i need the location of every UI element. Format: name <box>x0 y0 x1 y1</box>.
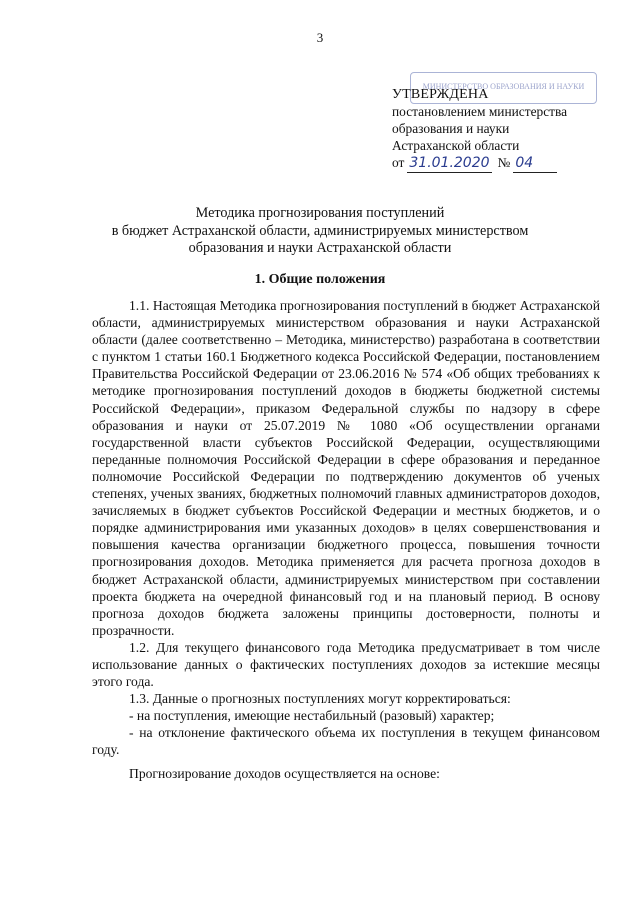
title-line: в бюджет Астраханской области, администрируемых министерством <box>111 222 529 239</box>
approval-number: 04 <box>513 155 557 173</box>
paragraph: - на поступления, имеющие нестабильный (разовый) характер; <box>129 708 495 724</box>
document-body <box>92 297 600 782</box>
title-line: образования и науки Астраханской области <box>188 240 452 256</box>
page-number: 3 <box>316 30 324 45</box>
approval-date-line <box>392 154 602 173</box>
number-label: № <box>497 155 511 170</box>
paragraph: 1.2. Для текущего финансового года Методика предусматривает в том числе использование данных о фактических поступлениях доходов за истекшие месяцы этого года. <box>92 639 600 690</box>
approval-block <box>392 86 602 173</box>
paragraph: 1.1. Настоящая Методика прогнозирования поступлений в бюджет Астраханской области, администрируемых министерством образования и науки Астраханской области (далее соответственно – Методика, министерство) разработана в соответствии с пунктом 1 статьи 160.1 Бюджетного кодекса Российской Федерации, постановлением Правительства Российской Федерации от 23.06.2016 № 574 «Об общих требованиях к методике прогнозирования поступлений доходов в бюджеты бюджетной системы Российской Федерации», приказом Федеральной службы по надзору в сфере образования и науки от 25.07.2019 № 1080 «Об осуществлении органами государственной власти субъектов Российской Федерации, осуществляющими переданные полномочия Российской Федерации в сфере образования и переданное полномочие Российской Федерации по подтверждению документов об ученых степенях, ученых званиях, бюджетных полномочий главных администраторов доходов, зачисляемых в бюджет субъектов Российской Федерации и местных бюджетов, и о порядке администрирования ими указанных доходов» в целях совершенствования и повышения качества организации бюджетного процесса, повышения точности прогнозирования доходов. Методика применяется для расчета прогноза доходов в бюджет Астраханской области, администрируемых министерством при составлении проекта бюджета на очередной финансовый год и на плановый период. В основу прогноза доходов бюджета заложены принципы достоверности, полноты и прозрачности. <box>92 298 600 638</box>
paragraph: 1.3. Данные о прогнозных поступлениях могут корректироваться: <box>129 691 511 707</box>
from-label: от <box>392 155 405 170</box>
section-heading: 1. Общие положения <box>254 272 386 287</box>
stamp-text: МИНИСТЕРСТВО ОБРАЗОВАНИЯ И НАУКИ <box>422 82 585 91</box>
title-line: Методика прогнозирования поступлений <box>195 205 445 221</box>
approval-date: 31.01.2020 <box>409 155 490 171</box>
paragraph: - на отклонение фактического объема их поступления в текущем финансовом году. <box>92 725 600 758</box>
approval-heading: УТВЕРЖДЕНА <box>392 87 489 102</box>
approval-line: постановлением министерства <box>392 104 568 119</box>
document-title <box>40 205 600 258</box>
approval-line: Астраханской области <box>392 138 520 153</box>
paragraph: Прогнозирование доходов осуществляется на основе: <box>129 765 440 781</box>
approval-line: образования и науки <box>392 121 510 136</box>
